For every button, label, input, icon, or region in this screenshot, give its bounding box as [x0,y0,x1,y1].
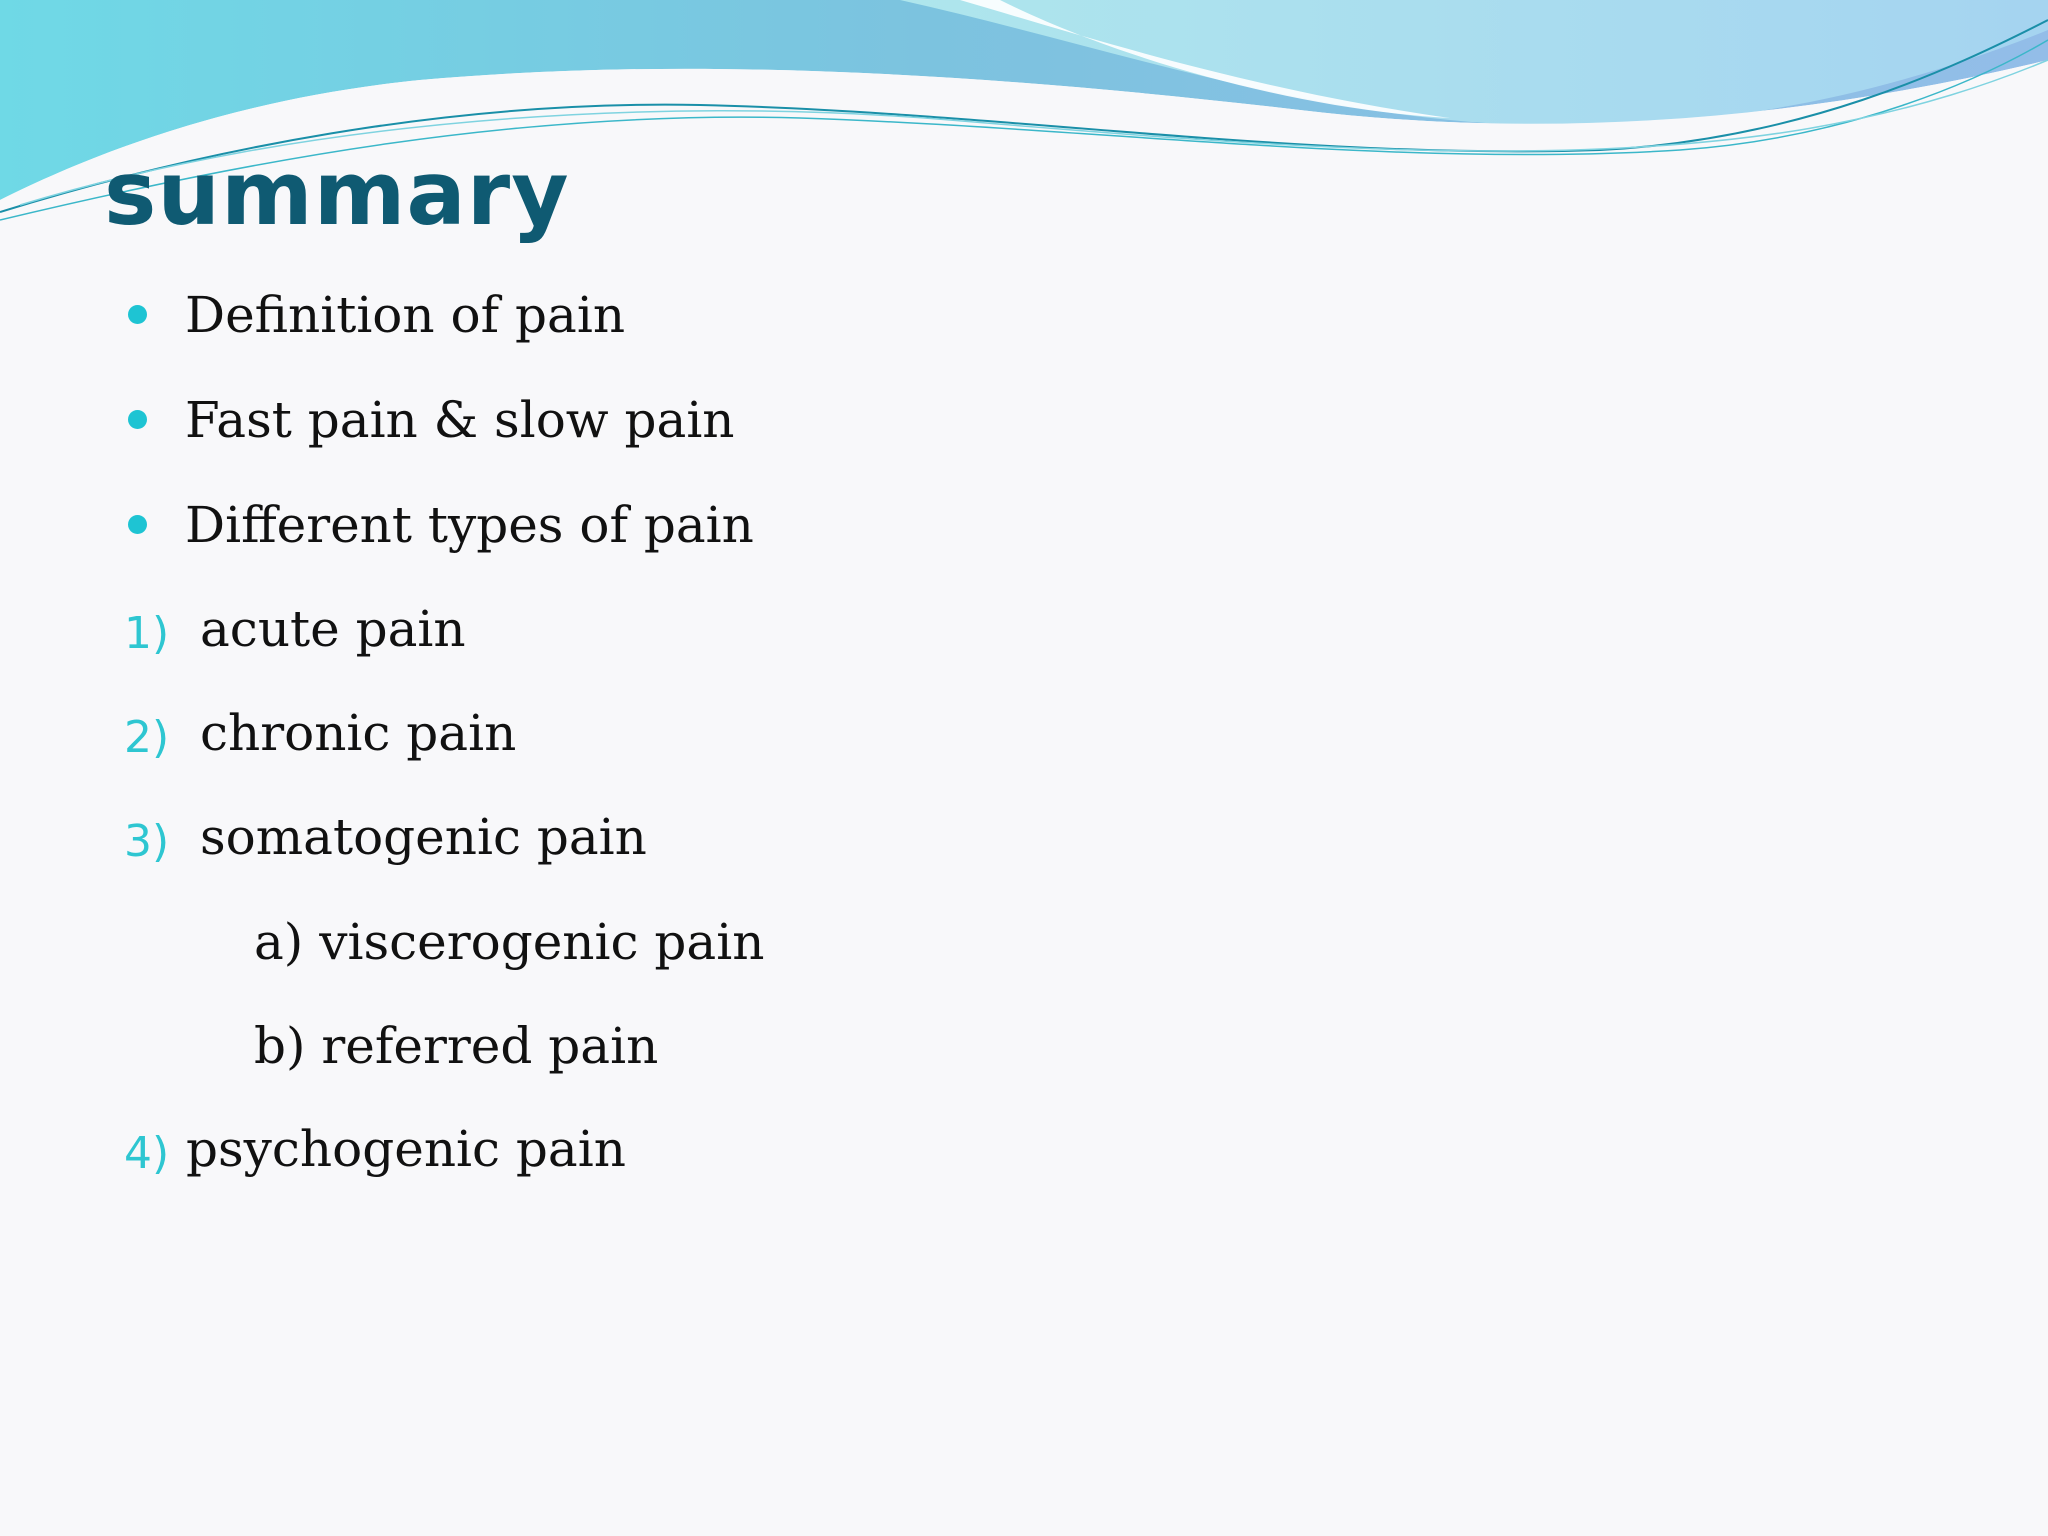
list-number: 1) [124,608,170,659]
slide-title: summary [104,142,570,245]
bullet-dot-icon [128,305,147,324]
numbered-item: somatogenic pain [200,808,647,866]
bullet-dot-icon [128,410,147,429]
bullet-item: Different types of pain [185,496,754,554]
numbered-item: chronic pain [200,704,517,762]
numbered-item: psychogenic pain [186,1120,626,1178]
numbered-item: acute pain [200,600,466,658]
list-number: 3) [124,816,170,867]
sub-item: b) referred pain [254,1017,659,1075]
list-number: 2) [124,712,170,763]
bullet-dot-icon [128,515,147,534]
bullet-item: Fast pain & slow pain [185,391,735,449]
bullet-item: Definition of pain [185,286,626,344]
list-number: 4) [124,1128,170,1179]
sub-item: a) viscerogenic pain [254,913,765,971]
